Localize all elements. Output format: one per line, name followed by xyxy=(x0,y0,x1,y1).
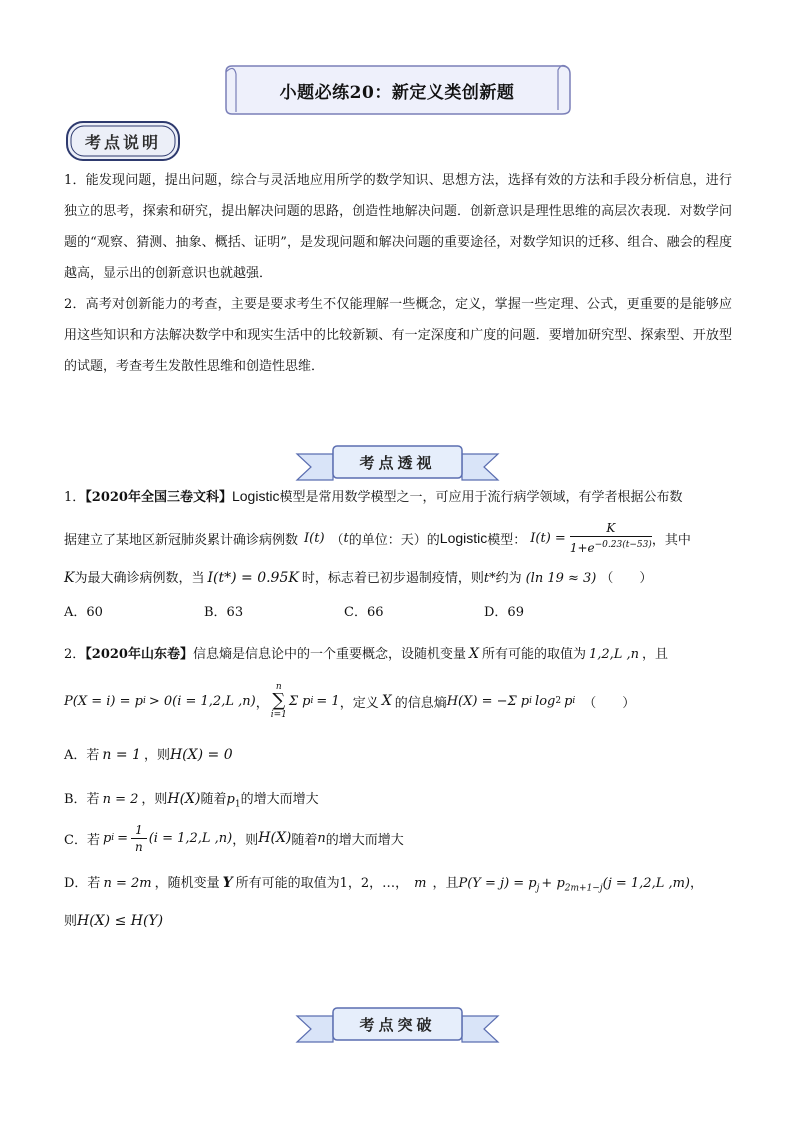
q2-sum-bottom: i=1 xyxy=(270,710,287,720)
q1-text-c: ，其中 xyxy=(651,532,691,548)
q2-opt-c-range: (i = 1,2,L ,n) xyxy=(148,830,233,846)
q2-sum-eq: = 1 xyxy=(316,693,340,709)
q1-line-3 xyxy=(64,567,652,586)
q2-source: 【2020年山东卷】 xyxy=(85,647,193,662)
q2-opt-c-with: 随着 xyxy=(291,832,318,848)
q2-text-a: 信息熵是信息论中的一个重要概念，设随机变量 xyxy=(192,647,466,662)
ribbon-label: 考点突破 xyxy=(359,1016,436,1034)
q2-sum-top: n xyxy=(275,682,282,692)
q1-text-d: 为最大确诊病例数，当 xyxy=(74,571,205,586)
q1-den-base: 1+e xyxy=(569,541,595,555)
q1-option-d: D．69 xyxy=(484,605,524,620)
q2-opt-a-label: A．若 xyxy=(64,748,100,763)
q2-opt-b-p-sub: 1 xyxy=(234,799,241,810)
q2-opt-b-then: ，则 xyxy=(141,792,168,807)
q1-option-b: B．63 xyxy=(204,605,244,620)
q1-model-label: 模型： xyxy=(487,532,527,548)
ribbon-label: 考点透视 xyxy=(359,454,436,472)
q2-opt-b-h: H(X) xyxy=(167,791,201,807)
q1-formula-lhs: I(t) = xyxy=(530,530,566,546)
q2-sum-term: Σ p xyxy=(288,693,311,709)
q2-opt-b-p: p xyxy=(226,792,235,807)
q2-log: log xyxy=(535,693,556,709)
q2-opt-a-result: H(X) = 0 xyxy=(169,747,233,763)
q2-text-b: 所有可能的取值为 xyxy=(481,647,586,662)
q1-text-a: 模型是常用数学模型之一，可应用于流行病学领域，有学者根据公布数 xyxy=(279,490,683,505)
q2-opt-c-den: n xyxy=(135,839,143,854)
q2-text-c: ，且 xyxy=(642,647,669,662)
q1-condition: I(t*) = 0.95K xyxy=(207,570,299,586)
q2-x-2: X xyxy=(381,693,392,709)
q2-number: 2． xyxy=(64,647,86,662)
q2-opt-c-fraction xyxy=(131,822,147,855)
q2-option-a xyxy=(64,744,233,763)
q2-option-d xyxy=(64,872,703,894)
q2-opt-d-j: j xyxy=(536,883,540,894)
q2-opt-c-label: C．若 xyxy=(64,832,100,848)
page-title: 小题必练20：新定义类创新题 xyxy=(279,83,515,103)
q2-opt-d-result: H(X) ≤ H(Y) xyxy=(77,913,164,929)
q2-prob: P(X = i) = p xyxy=(64,693,143,709)
intro-paragraph-2: 2．高考对创新能力的考查，主要是要求考生不仅能理解一些概念，定义，掌握一些定理、公式，更重要的是能够应用这些知识和方法解决数学中和现实生活中的比较新颖、有一定深度和广度的问题．要增加研究型、探索型、开放型的试题，考查考生发散性思维和创造性思维． xyxy=(64,297,732,374)
q1-source: 【2020年全国三卷文科】 xyxy=(85,490,232,505)
q2-opt-d-range: (j = 1,2,L ,m) xyxy=(602,876,691,891)
q2-opt-d-label: D．若 xyxy=(64,876,101,891)
q1-fraction-den xyxy=(570,537,652,556)
q2-opt-c-eq: = xyxy=(117,830,129,846)
q1-line-2 xyxy=(64,520,691,556)
q2-opt-d-and: ，且 xyxy=(432,876,459,891)
q2-line-1 xyxy=(64,643,668,662)
q1-formula-fraction xyxy=(570,520,652,556)
q1-logistic: Logistic xyxy=(231,488,280,504)
q1-logistic-2: Logistic xyxy=(439,530,488,546)
q1-blank: （ ） xyxy=(600,571,653,586)
q2-opt-d-then: 则 xyxy=(64,914,78,929)
q2-entropy-label: 的信息熵 xyxy=(394,695,447,711)
q1-option-c: C．66 xyxy=(344,605,384,620)
sigma-icon: ∑ xyxy=(272,690,286,711)
q2-opt-a-then: ，则 xyxy=(143,748,170,763)
q2-p: p xyxy=(564,693,573,709)
q2-opt-d-sub: 2m+1−j xyxy=(564,883,603,894)
q2-opt-d-cond: n = 2m xyxy=(103,876,152,891)
q2-entropy-formula: H(X) = −Σ p xyxy=(446,693,530,709)
q2-opt-b-rest: 的增大而增大 xyxy=(240,792,319,807)
q1-unit: 的单位：天）的 xyxy=(348,532,440,548)
q2-prob-cond: > 0(i = 1,2,L ,n) xyxy=(148,693,256,709)
q2-opt-d-values: 所有可能的取值为1，2，…， xyxy=(235,876,409,891)
q2-opt-b-with: 随着 xyxy=(200,792,227,807)
q1-k: K xyxy=(64,570,75,586)
title-banner xyxy=(222,58,572,118)
q2-sum-symbol xyxy=(271,682,287,720)
q2-opt-c-p-sub: i xyxy=(111,833,115,843)
q2-opt-c-h: H(X) xyxy=(258,830,292,846)
q2-comma: ， xyxy=(255,695,269,711)
q2-values: 1,2,L ,n xyxy=(588,647,640,662)
q2-x: X xyxy=(468,646,479,662)
q2-define: ，定义 xyxy=(339,695,379,711)
q1-hint: (ln 19 ≈ 3) xyxy=(525,571,597,586)
q2-opt-a-cond: n = 1 xyxy=(102,747,141,763)
q1-paren-open: （ xyxy=(330,532,344,548)
q1-text-e: 时，标志着已初步遏制疫情，则 xyxy=(301,571,484,586)
q2-sum-sub: i xyxy=(310,696,314,706)
q2-opt-d-y: Y xyxy=(222,875,233,891)
q1-t: t xyxy=(343,530,349,546)
q1-number: 1． xyxy=(64,490,86,505)
q1-line-1 xyxy=(64,486,682,505)
q2-opt-c-p: p xyxy=(102,830,112,846)
q1-text-f: 约为 xyxy=(495,571,522,586)
q2-opt-d-prob: P(Y = j) = p xyxy=(458,876,537,891)
section-ribbon-breakthrough xyxy=(295,1002,500,1048)
q2-prob-sub: i xyxy=(142,696,146,706)
q2-opt-d-rv: ，随机变量 xyxy=(154,876,220,891)
q2-opt-c-then: ，则 xyxy=(232,832,259,848)
q2-opt-b-cond: n = 2 xyxy=(102,792,139,807)
q1-option-a: A．60 xyxy=(64,605,103,620)
q1-den-exp: −0.23(t−53) xyxy=(594,540,652,550)
q2-log-base: 2 xyxy=(555,696,562,706)
q2-opt-d-comma: ， xyxy=(690,876,704,891)
q1-tstar: t* xyxy=(483,571,496,586)
q2-line-2 xyxy=(64,680,635,722)
q1-fraction-num: K xyxy=(570,520,652,537)
q2-option-c xyxy=(64,820,404,856)
badge-label: 考点说明 xyxy=(84,133,161,152)
q2-opt-c-n: n xyxy=(317,830,326,846)
q2-opt-c-rest: 的增大而增大 xyxy=(325,832,404,848)
q2-p-sub: i xyxy=(572,696,576,706)
q1-text-b: 据建立了某地区新冠肺炎累计确诊病例数 xyxy=(64,532,299,548)
q2-blank: （ ） xyxy=(583,695,636,711)
section-badge-explanation xyxy=(64,118,182,164)
q2-opt-b-label: B．若 xyxy=(64,792,100,807)
q2-opt-d-m: m xyxy=(414,876,427,891)
q2-entropy-sub: i xyxy=(529,696,533,706)
q1-it: I(t) xyxy=(304,530,325,546)
section-ribbon-analysis xyxy=(295,440,500,486)
q2-opt-c-num: 1 xyxy=(131,822,147,839)
q2-option-d-cont xyxy=(64,910,163,929)
q2-opt-d-plus: + p xyxy=(541,876,565,891)
intro-paragraph-1: 1．能发现问题，提出问题，综合与灵活地应用所学的数学知识、思想方法，选择有效的方法和手段分析信息，进行独立的思考，探索和研究，提出解决问题的思路，创造性地解决问题．创新意识是理性思维的高层次表现．对数学问题的“观察、猜测、抽象、概括、证明”，是发现问题和解决问题的重要途径，对数学知识的迁移、组合、融会的程度越高，显示出的创新意识也就越强． xyxy=(64,173,732,281)
q2-option-b xyxy=(64,788,319,810)
